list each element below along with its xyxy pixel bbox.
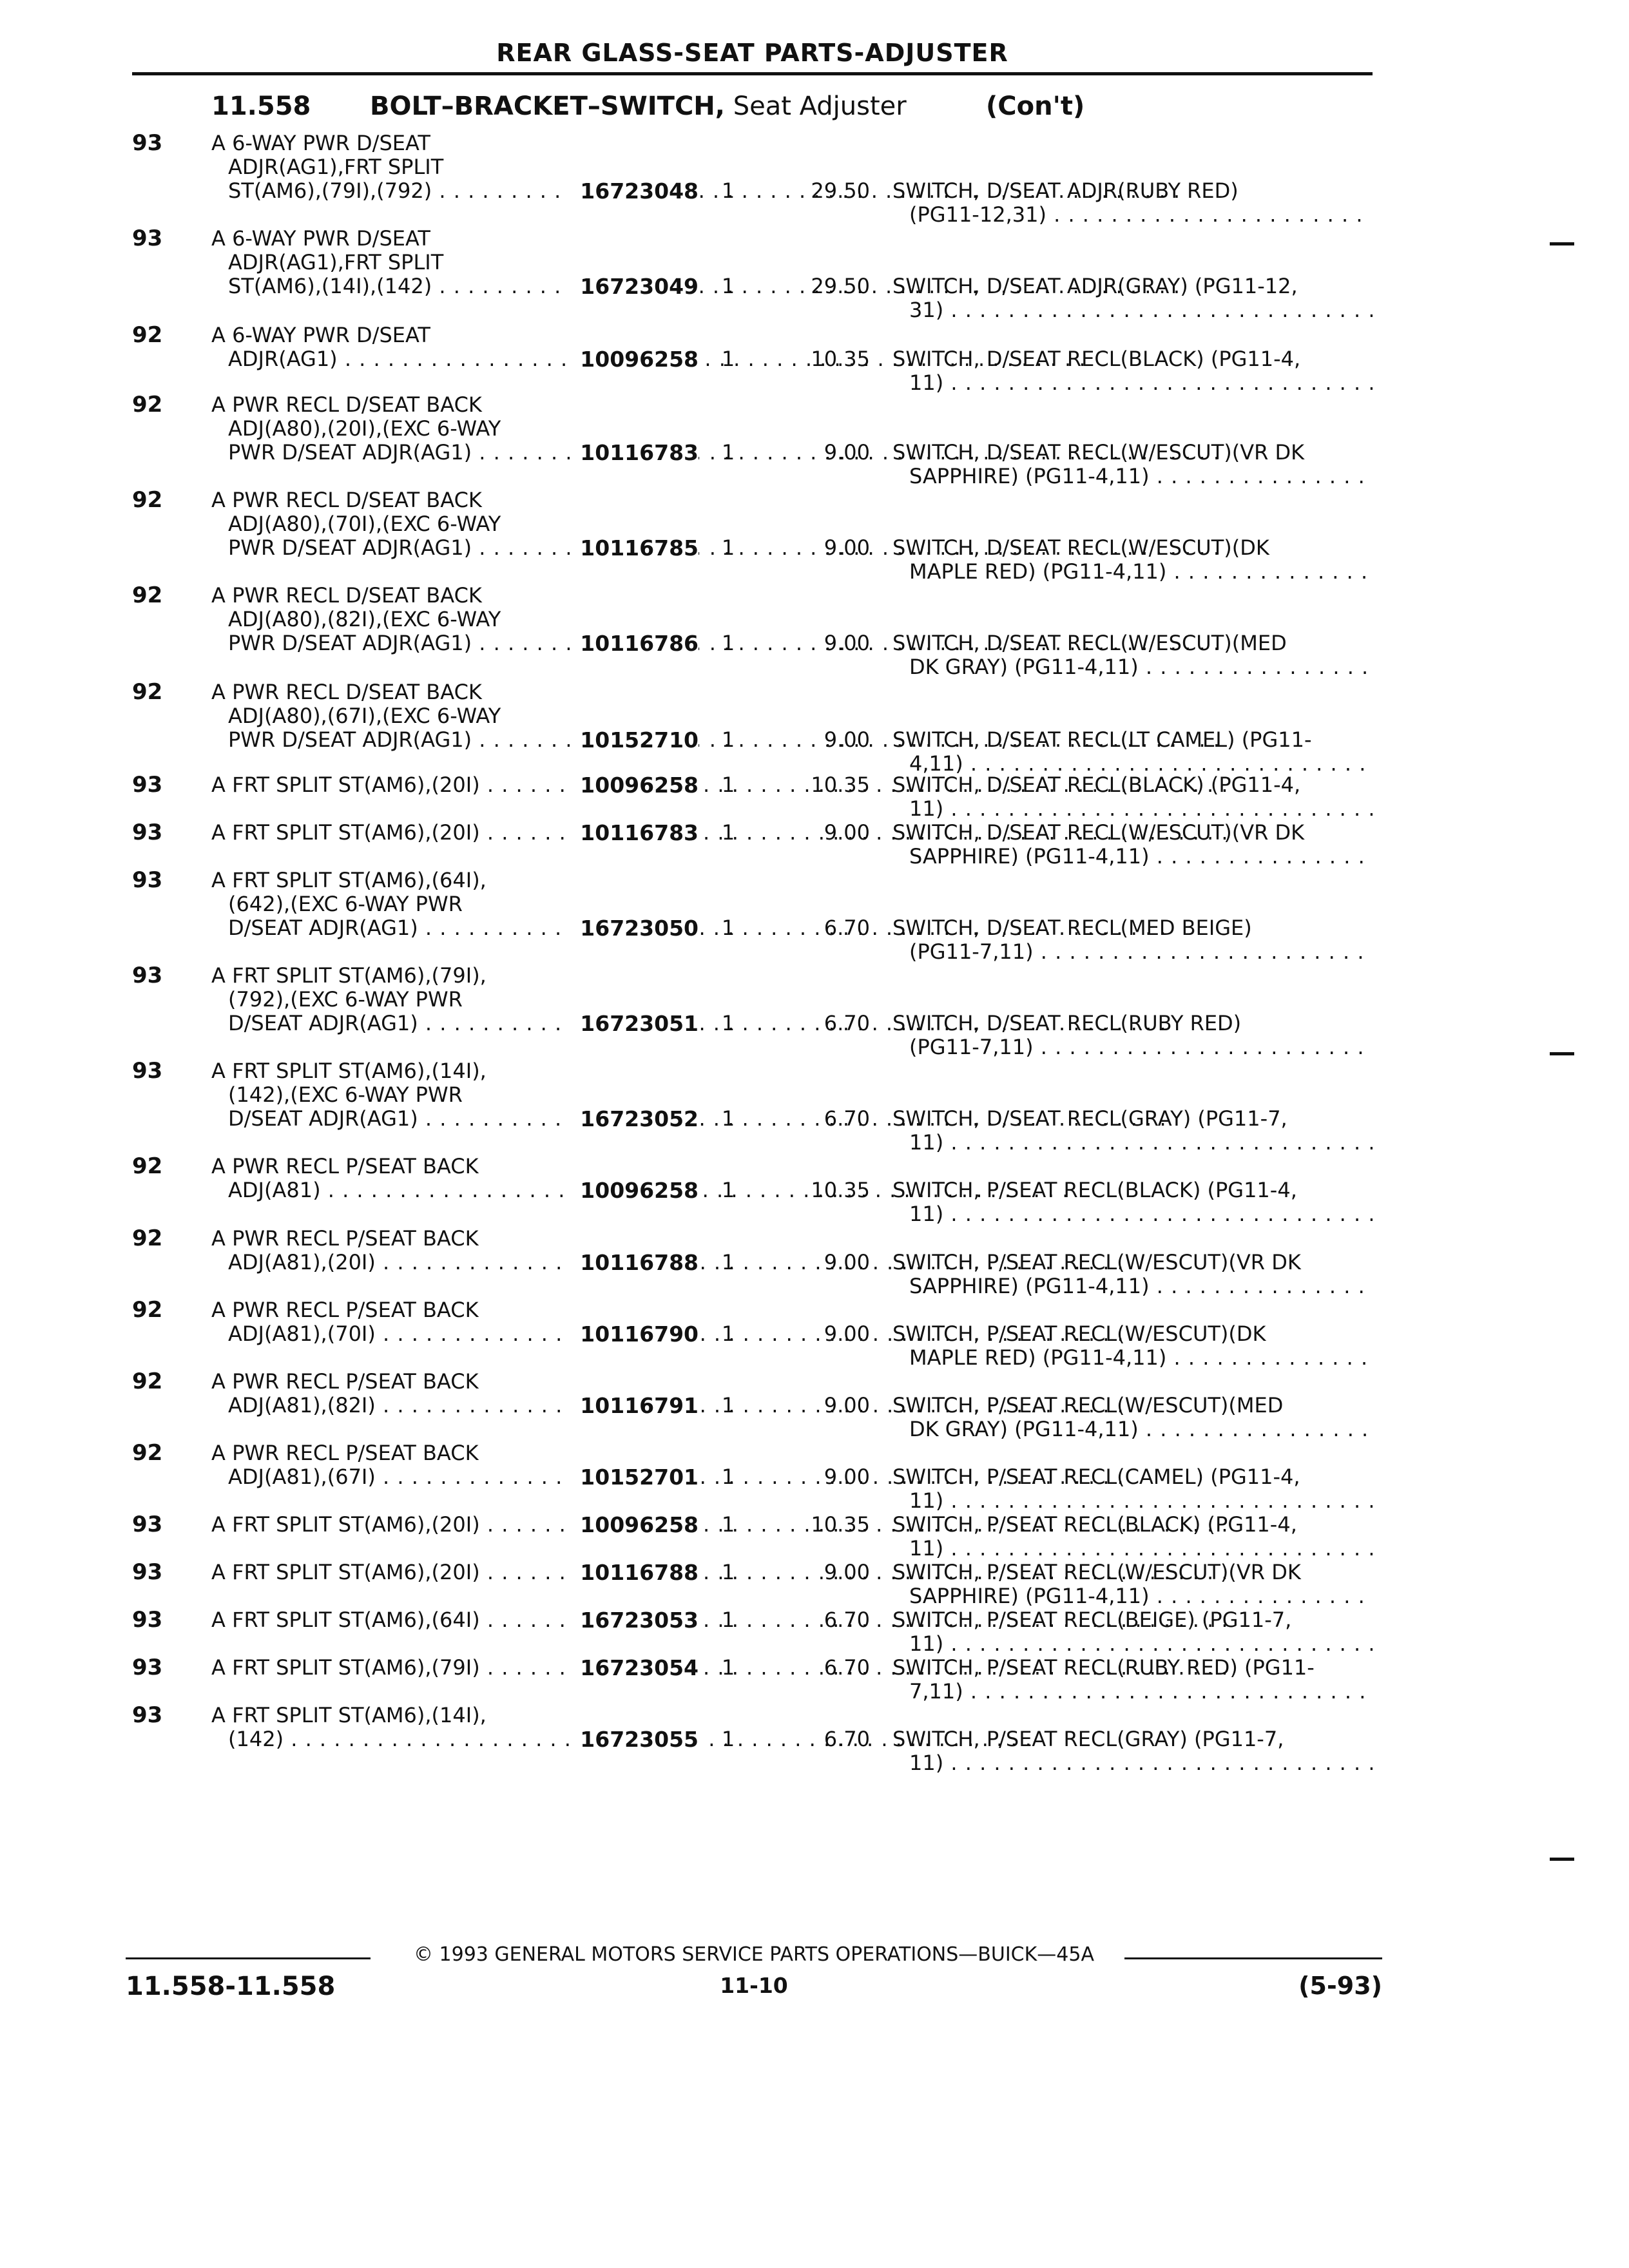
application-line: PWR D/SEAT ADJR(AG1) . . .	[211, 728, 572, 752]
row-part-number: 10116791	[570, 1394, 699, 1418]
row-price: 29.50	[811, 178, 870, 203]
part-name-line: SWITCH, D/SEAT RECL(GRAY) (PG11-7,	[892, 1107, 1287, 1131]
row-part-number: 10116783	[570, 821, 699, 845]
row-quantity: 1	[721, 1106, 735, 1131]
application-line: A 6-WAY PWR D/SEAT	[211, 131, 430, 155]
row-price: 9.00	[824, 631, 870, 655]
row-quantity: 1	[721, 274, 735, 298]
row-part-name	[892, 1561, 1373, 1608]
part-name-line: MAPLE RED) (PG11-4,11) . . .	[892, 560, 1373, 584]
application-line: A PWR RECL D/SEAT BACK	[211, 488, 482, 512]
row-group-number: 92	[132, 1225, 163, 1251]
row-group-number: 92	[132, 322, 163, 348]
row-price: 9.00	[824, 440, 870, 465]
row-part-number: 16723052	[570, 1107, 699, 1131]
footer-page-number: 11-10	[720, 1973, 788, 1998]
application-line: (792),(EXC 6-WAY PWR	[228, 987, 463, 1012]
application-line: ADJ(A81),(20I) . . .	[211, 1251, 572, 1274]
part-name-line: SWITCH, D/SEAT RECL(W/ESCUT)(VR DK	[892, 821, 1305, 845]
part-name-line: SWITCH, P/SEAT RECL(W/ESCUT)(DK	[892, 1322, 1266, 1346]
application-line: ADJ(A81),(67I) . . .	[211, 1465, 572, 1489]
part-name-line: 11) . . .	[892, 371, 1373, 395]
row-price: 9.00	[824, 1560, 870, 1584]
row-part-name	[892, 773, 1373, 821]
row-part-name	[892, 821, 1373, 869]
part-name-line: DK GRAY) (PG11-4,11) . . .	[892, 655, 1373, 679]
section-continued: (Con't)	[986, 91, 1085, 121]
footer-date: (5-93)	[1298, 1972, 1382, 2000]
row-quantity: 1	[721, 631, 735, 655]
row-quantity: 1	[721, 347, 735, 371]
row-application	[211, 821, 572, 845]
row-part-name	[892, 1251, 1373, 1298]
row-group-number: 92	[132, 1440, 163, 1466]
application-line: ST(AM6),(14I),(142) . . .	[211, 274, 572, 298]
row-price: 6.70	[824, 1011, 870, 1035]
row-price: 10.35	[811, 773, 870, 797]
footer-rule-right	[1124, 1957, 1382, 1959]
part-name-line: SWITCH, D/SEAT RECL(BLACK) (PG11-4,	[892, 347, 1301, 371]
margin-mark	[1550, 1052, 1574, 1055]
application-line: A FRT SPLIT ST(AM6),(20I) . . .	[211, 821, 572, 845]
application-line: (142),(EXC 6-WAY PWR	[228, 1082, 463, 1107]
row-part-number: 10116788	[570, 1561, 699, 1584]
row-price: 6.70	[824, 1655, 870, 1680]
margin-mark	[1550, 1858, 1574, 1861]
application-line: ST(AM6),(79I),(792) . . .	[211, 179, 572, 203]
application-line: ADJ(A80),(82I),(EXC 6-WAY	[228, 607, 501, 631]
row-application	[211, 1370, 572, 1418]
row-price: 10.35	[811, 347, 870, 371]
part-name-line: 11) . . .	[892, 1131, 1373, 1155]
row-quantity: 1	[721, 1560, 735, 1584]
application-line: A FRT SPLIT ST(AM6),(20I) . . .	[211, 1561, 572, 1584]
section-title-rest: Seat Adjuster	[724, 91, 907, 121]
part-name-line: (PG11-7,11) . . .	[892, 940, 1373, 964]
part-name-line: 4,11) . . .	[892, 752, 1373, 776]
part-name-line: SWITCH, P/SEAT RECL(BLACK) (PG11-4,	[892, 1513, 1297, 1537]
application-line: A FRT SPLIT ST(AM6),(14I),	[211, 1059, 487, 1083]
row-part-name	[892, 1465, 1373, 1513]
row-application	[211, 1298, 572, 1346]
section-code: 11.558	[211, 91, 311, 121]
footer-section-range: 11.558-11.558	[126, 1972, 336, 2001]
application-line: D/SEAT ADJR(AG1) . . .	[211, 1012, 572, 1035]
application-line: A PWR RECL D/SEAT BACK	[211, 392, 482, 417]
row-part-number: 10096258	[570, 347, 699, 371]
row-group-number: 93	[132, 1702, 163, 1728]
row-part-number: 16723049	[570, 274, 699, 298]
part-name-line: SWITCH, D/SEAT RECL(BLACK) (PG11-4,	[892, 773, 1301, 797]
part-name-line: 11) . . .	[892, 1202, 1373, 1226]
row-quantity: 1	[721, 1655, 735, 1680]
part-name-line: DK GRAY) (PG11-4,11) . . .	[892, 1418, 1373, 1441]
row-part-number: 10096258	[570, 773, 699, 797]
row-part-name	[892, 347, 1373, 395]
application-line: A 6-WAY PWR D/SEAT	[211, 323, 430, 347]
application-line: A PWR RECL P/SEAT BACK	[211, 1154, 479, 1178]
part-name-line: SWITCH, P/SEAT RECL(CAMEL) (PG11-4,	[892, 1465, 1300, 1489]
row-group-number: 92	[132, 1297, 163, 1323]
part-name-line: SWITCH, P/SEAT RECL(W/ESCUT)(VR DK	[892, 1251, 1301, 1274]
part-name-line: MAPLE RED) (PG11-4,11) . . .	[892, 1346, 1373, 1370]
row-application	[211, 323, 572, 371]
part-name-line: SWITCH, P/SEAT RECL(BLACK) (PG11-4,	[892, 1178, 1297, 1202]
row-application	[211, 1059, 572, 1131]
application-line: ADJ(A80),(70I),(EXC 6-WAY	[228, 512, 501, 536]
row-group-number: 93	[132, 1607, 163, 1633]
row-quantity: 1	[721, 1393, 735, 1418]
row-part-name	[892, 1178, 1373, 1226]
row-price: 6.70	[824, 916, 870, 940]
section-title-main: BOLT–BRACKET–SWITCH,	[370, 91, 725, 121]
application-line: D/SEAT ADJR(AG1) . . .	[211, 1107, 572, 1131]
application-line: ADJ(A80),(20I),(EXC 6-WAY	[228, 416, 501, 441]
row-price: 9.00	[824, 1465, 870, 1489]
row-application	[211, 1656, 572, 1680]
row-group-number: 93	[132, 1559, 163, 1585]
footer-copyright: © 1993 GENERAL MOTORS SERVICE PARTS OPERATIONS—BUICK—45A	[413, 1943, 1094, 1966]
row-part-name	[892, 441, 1373, 488]
row-application	[211, 1608, 572, 1632]
row-group-number: 93	[132, 772, 163, 798]
application-line: A PWR RECL P/SEAT BACK	[211, 1298, 479, 1322]
row-application	[211, 680, 572, 752]
part-name-line: SAPPHIRE) (PG11-4,11) . . .	[892, 465, 1373, 488]
row-part-name	[892, 916, 1373, 964]
row-application	[211, 488, 572, 560]
row-part-name	[892, 1727, 1373, 1775]
row-group-number: 93	[132, 1512, 163, 1537]
application-line: A 6-WAY PWR D/SEAT	[211, 226, 430, 251]
row-application	[211, 869, 572, 940]
row-quantity: 1	[721, 1608, 735, 1632]
row-part-name	[892, 1656, 1373, 1704]
row-part-number: 10096258	[570, 1513, 699, 1537]
row-price: 6.70	[824, 1106, 870, 1131]
part-name-line: SWITCH, D/SEAT ADJR(GRAY) (PG11-12,	[892, 274, 1298, 298]
row-part-number: 10116790	[570, 1322, 699, 1346]
row-price: 10.35	[811, 1512, 870, 1537]
row-part-name	[892, 1394, 1373, 1441]
margin-mark	[1550, 242, 1574, 245]
row-group-number: 93	[132, 1655, 163, 1680]
row-price: 9.00	[824, 1393, 870, 1418]
row-group-number: 92	[132, 679, 163, 705]
row-group-number: 93	[132, 820, 163, 845]
application-line: (142) . . .	[211, 1727, 572, 1751]
application-line: (642),(EXC 6-WAY PWR	[228, 892, 463, 916]
application-line: A FRT SPLIT ST(AM6),(64I),	[211, 868, 487, 892]
row-part-number: 10116785	[570, 536, 699, 560]
row-application	[211, 131, 572, 203]
row-application	[211, 1227, 572, 1274]
row-application	[211, 1513, 572, 1537]
part-name-line: SWITCH, D/SEAT RECL(RUBY RED)	[892, 1012, 1242, 1035]
row-group-number: 93	[132, 226, 163, 251]
part-name-line: 11) . . .	[892, 1537, 1373, 1561]
row-part-name	[892, 179, 1373, 227]
part-name-line: SAPPHIRE) (PG11-4,11) . . .	[892, 1274, 1373, 1298]
part-name-line: SWITCH, P/SEAT RECL(BEIGE) (PG11-7,	[892, 1608, 1292, 1632]
row-quantity: 1	[721, 1011, 735, 1035]
row-part-number: 10096258	[570, 1178, 699, 1202]
application-line: A PWR RECL P/SEAT BACK	[211, 1369, 479, 1394]
row-part-number: 10116783	[570, 441, 699, 465]
part-name-line: 11) . . .	[892, 797, 1373, 821]
row-part-name	[892, 631, 1373, 679]
row-quantity: 1	[721, 178, 735, 203]
row-price: 6.70	[824, 1727, 870, 1751]
part-name-line: SWITCH, D/SEAT RECL(LT CAMEL) (PG11-	[892, 728, 1312, 752]
application-line: A PWR RECL P/SEAT BACK	[211, 1441, 479, 1465]
part-name-line: SWITCH, D/SEAT RECL(W/ESCUT)(MED	[892, 631, 1287, 655]
row-application	[211, 1441, 572, 1489]
application-line: PWR D/SEAT ADJR(AG1) . . .	[211, 536, 572, 560]
application-line: ADJ(A81),(70I) . . .	[211, 1322, 572, 1346]
application-line: A FRT SPLIT ST(AM6),(20I) . . .	[211, 1513, 572, 1537]
part-name-line: SWITCH, P/SEAT RECL(RUBY RED) (PG11-	[892, 1656, 1315, 1680]
application-line: A FRT SPLIT ST(AM6),(79I) . . .	[211, 1656, 572, 1680]
part-name-line: SWITCH, D/SEAT RECL(W/ESCUT)(VR DK	[892, 441, 1305, 465]
row-price: 10.35	[811, 1178, 870, 1202]
row-quantity: 1	[721, 727, 735, 752]
row-quantity: 1	[721, 1178, 735, 1202]
row-group-number: 92	[132, 1369, 163, 1394]
application-line: ADJ(A80),(67I),(EXC 6-WAY	[228, 704, 501, 728]
row-price: 6.70	[824, 1608, 870, 1632]
part-name-line: SWITCH, P/SEAT RECL(W/ESCUT)(VR DK	[892, 1561, 1301, 1584]
row-group-number: 93	[132, 963, 163, 988]
part-name-line: 11) . . .	[892, 1632, 1373, 1656]
part-name-line: SWITCH, P/SEAT RECL(W/ESCUT)(MED	[892, 1394, 1284, 1418]
row-part-name	[892, 1322, 1373, 1370]
row-group-number: 93	[132, 130, 163, 156]
part-name-line: (PG11-12,31) . . .	[892, 203, 1373, 227]
row-quantity: 1	[721, 1727, 735, 1751]
row-part-number: 10152710	[570, 728, 699, 752]
part-name-line: (PG11-7,11) . . .	[892, 1035, 1373, 1059]
row-quantity: 1	[721, 440, 735, 465]
application-line: ADJR(AG1),FRT SPLIT	[228, 155, 444, 179]
row-group-number: 92	[132, 487, 163, 513]
row-part-name	[892, 728, 1373, 776]
row-part-number: 10152701	[570, 1465, 699, 1489]
row-part-number: 16723054	[570, 1656, 699, 1680]
row-price: 9.00	[824, 1321, 870, 1346]
application-line: PWR D/SEAT ADJR(AG1) . . .	[211, 631, 572, 655]
row-part-number: 16723051	[570, 1012, 699, 1035]
row-quantity: 1	[721, 773, 735, 797]
part-name-line: SWITCH, P/SEAT RECL(GRAY) (PG11-7,	[892, 1727, 1284, 1751]
part-name-line: SWITCH, D/SEAT RECL(MED BEIGE)	[892, 916, 1252, 940]
row-part-name	[892, 1513, 1373, 1561]
application-line: A PWR RECL D/SEAT BACK	[211, 680, 482, 704]
row-part-name	[892, 274, 1373, 322]
part-name-line: 11) . . .	[892, 1751, 1373, 1775]
row-part-number: 10116786	[570, 631, 699, 655]
application-line: A FRT SPLIT ST(AM6),(14I),	[211, 1703, 487, 1727]
row-price: 9.00	[824, 820, 870, 845]
row-application	[211, 964, 572, 1035]
application-line: D/SEAT ADJR(AG1) . . .	[211, 916, 572, 940]
part-name-line: SAPPHIRE) (PG11-4,11) . . .	[892, 845, 1373, 869]
row-application	[211, 584, 572, 655]
part-name-line: SWITCH, D/SEAT RECL(W/ESCUT)(DK	[892, 536, 1269, 560]
row-part-number: 16723055	[570, 1727, 699, 1751]
row-group-number: 92	[132, 582, 163, 608]
row-application	[211, 393, 572, 465]
row-group-number: 92	[132, 392, 163, 418]
row-quantity: 1	[721, 535, 735, 560]
row-part-number: 16723053	[570, 1608, 699, 1632]
application-line: A FRT SPLIT ST(AM6),(64I) . . .	[211, 1608, 572, 1632]
application-line: PWR D/SEAT ADJR(AG1) . . .	[211, 441, 572, 465]
row-application	[211, 1155, 572, 1202]
row-part-name	[892, 1608, 1373, 1656]
row-application	[211, 227, 572, 298]
row-group-number: 93	[132, 867, 163, 893]
application-line: ADJ(A81),(82I) . . .	[211, 1394, 572, 1418]
part-name-line: 31) . . .	[892, 298, 1373, 322]
application-line: ADJR(AG1),FRT SPLIT	[228, 250, 444, 274]
row-application	[211, 773, 572, 797]
row-part-name	[892, 536, 1373, 584]
part-name-line: SWITCH, D/SEAT ADJR(RUBY RED)	[892, 179, 1239, 203]
application-line: A PWR RECL D/SEAT BACK	[211, 583, 482, 608]
row-price: 29.50	[811, 274, 870, 298]
row-group-number: 92	[132, 1153, 163, 1179]
row-part-number: 16723050	[570, 916, 699, 940]
application-line: A FRT SPLIT ST(AM6),(20I) . . .	[211, 773, 572, 797]
application-line: A PWR RECL P/SEAT BACK	[211, 1226, 479, 1251]
row-part-number: 16723048	[570, 179, 699, 203]
part-name-line: SAPPHIRE) (PG11-4,11) . . .	[892, 1584, 1373, 1608]
row-quantity: 1	[721, 916, 735, 940]
row-quantity: 1	[721, 1250, 735, 1274]
part-name-line: 11) . . .	[892, 1489, 1373, 1513]
row-part-number: 10116788	[570, 1251, 699, 1274]
row-quantity: 1	[721, 1465, 735, 1489]
application-line: A FRT SPLIT ST(AM6),(79I),	[211, 963, 487, 988]
row-application	[211, 1561, 572, 1584]
row-quantity: 1	[721, 1512, 735, 1537]
page-header-title: REAR GLASS-SEAT PARTS-ADJUSTER	[496, 39, 1008, 67]
row-quantity: 1	[721, 820, 735, 845]
row-application	[211, 1704, 572, 1751]
row-group-number: 93	[132, 1058, 163, 1084]
row-price: 9.00	[824, 727, 870, 752]
row-part-name	[892, 1107, 1373, 1155]
application-line: ADJ(A81) . . .	[211, 1178, 572, 1202]
row-price: 9.00	[824, 1250, 870, 1274]
footer-rule-left	[126, 1957, 371, 1959]
part-name-line: 7,11) . . .	[892, 1680, 1373, 1704]
row-part-name	[892, 1012, 1373, 1059]
application-line: ADJR(AG1) . . .	[211, 347, 572, 371]
row-quantity: 1	[721, 1321, 735, 1346]
row-price: 9.00	[824, 535, 870, 560]
